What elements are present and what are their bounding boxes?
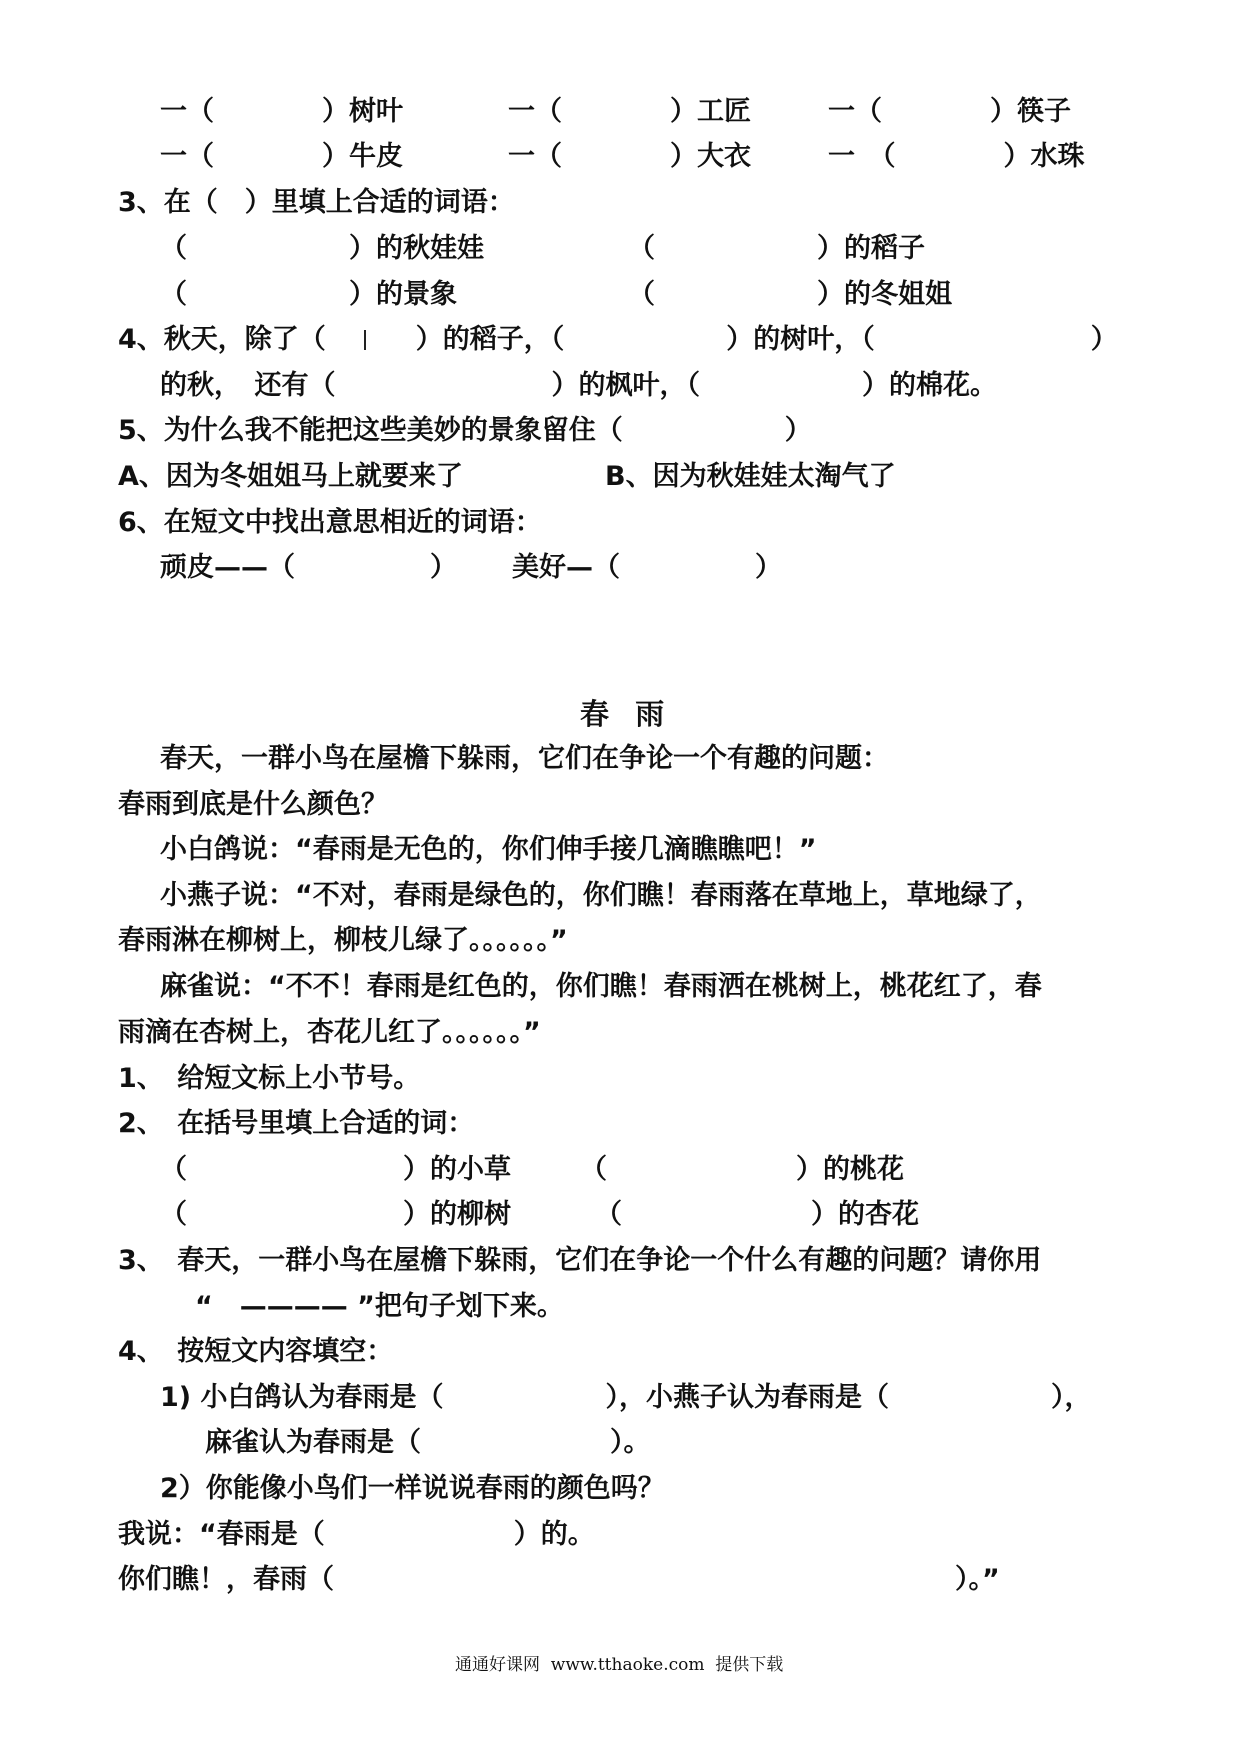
fill-blank-item: （ ）的稻子	[628, 233, 925, 264]
passage-paragraph: 小白鸽说：“春雨是无色的，你们伸手接几滴瞧瞧吧！”	[160, 834, 817, 865]
question-6-title: 6、在短文中找出意思相近的词语：	[118, 507, 542, 538]
option-a: A、因为冬姐姐马上就要来了	[118, 461, 463, 492]
question-4-rest: ）的稻子，（ ）的树叶，（ ）	[415, 324, 1118, 355]
question-3-line-1: 3、 春天，一群小鸟在屋檐下躲雨，它们在争论一个什么有趣的问题？请你用	[118, 1245, 1042, 1276]
text-cursor-icon	[364, 330, 366, 350]
measure-word-blank: 一（ ）工匠	[508, 96, 751, 127]
measure-word-blank: 一 （ ）水珠	[828, 141, 1085, 172]
answer-line: 我说：“春雨是（ ）的。	[118, 1519, 595, 1550]
fill-blank-item: （ ）的冬姐姐	[628, 279, 952, 310]
question-4-line-2: 的秋， 还有（ ）的枫叶，（ ）的棉花。	[160, 370, 997, 401]
question-3-title: 3、在（ ）里填上合适的词语：	[118, 187, 515, 218]
question-5-title: 5、为什么我不能把这些美妙的景象留住（ ）	[118, 415, 812, 446]
fill-blank-item: （ ）的杏花	[595, 1199, 919, 1230]
fill-blank-item: （ ）的秋娃娃	[160, 233, 484, 264]
measure-word-blank: 一（ ）筷子	[828, 96, 1071, 127]
question-2-title: 2、 在括号里填上合适的词：	[118, 1108, 475, 1139]
fill-blank-item: （ ）的小草	[160, 1154, 511, 1185]
passage-paragraph: 春雨淋在柳树上，柳枝儿绿了。。。。。。”	[118, 925, 568, 956]
passage-paragraph: 春天，一群小鸟在屋檐下躲雨，它们在争论一个有趣的问题：	[160, 743, 889, 774]
question-4-sub-2: 2）你能像小鸟们一样说说春雨的颜色吗？	[160, 1473, 665, 1504]
passage-paragraph: 小燕子说：“不对，春雨是绿色的，你们瞧！春雨落在草地上，草地绿了，	[160, 880, 1042, 911]
measure-word-blank: 一（ ）牛皮	[160, 141, 403, 172]
question-4-line-1	[118, 323, 1118, 357]
page-footer: 通通好课网 www.tthaoke.com 提供下载	[455, 1655, 784, 1675]
question-4-sub-1: 1) 小白鸽认为春雨是（ ），小燕子认为春雨是（ ），	[160, 1382, 1092, 1413]
passage-paragraph: 麻雀说：“不不！春雨是红色的，你们瞧！春雨洒在桃树上，桃花红了，春	[160, 971, 1042, 1002]
question-4-start: 4、秋天，除了（	[118, 324, 326, 355]
synonym-pair: 美好—（ ）	[512, 552, 782, 583]
question-1: 1、 给短文标上小节号。	[118, 1063, 421, 1094]
question-4-title: 4、 按短文内容填空：	[118, 1336, 394, 1367]
measure-word-blank: 一（ ）大衣	[508, 141, 751, 172]
passage-paragraph: 雨滴在杏树上，杏花儿红了。。。。。。”	[118, 1017, 541, 1048]
passage-title: 春 雨	[580, 697, 667, 731]
measure-word-blank: 一（ ）树叶	[160, 96, 403, 127]
option-b: B、因为秋娃娃太淘气了	[605, 461, 896, 492]
question-3-line-2: “ ———— ”把句子划下来。	[195, 1291, 564, 1322]
fill-blank-item: （ ）的景象	[160, 279, 457, 310]
synonym-pair: 顽皮——（ ）	[160, 552, 457, 583]
fill-blank-item: （ ）的桃花	[580, 1154, 904, 1185]
question-4-sub-1-cont: 麻雀认为春雨是（ ）。	[205, 1427, 651, 1458]
fill-blank-item: （ ）的柳树	[160, 1199, 511, 1230]
passage-paragraph: 春雨到底是什么颜色？	[118, 789, 388, 820]
answer-line: 你们瞧！，春雨（ ）。”	[118, 1564, 1000, 1595]
